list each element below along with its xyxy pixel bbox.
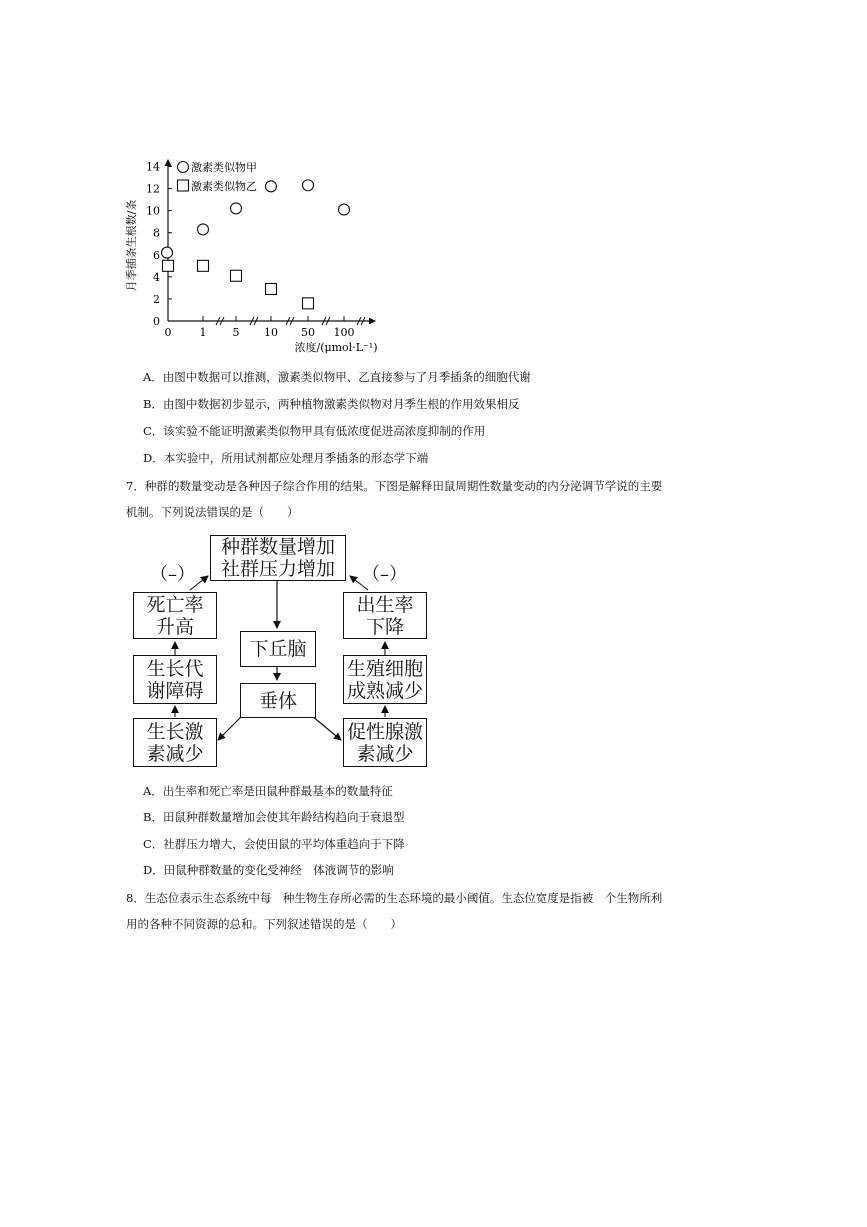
x-tick-label: 1 — [199, 326, 207, 339]
q6-option-b: B．由图中数据初步显示，两种植物激素类似物对月季生根的作用效果相反 — [143, 397, 520, 411]
box-right1-line2: 下降 — [365, 615, 404, 638]
box-right2-line2: 成熟减少 — [346, 679, 423, 702]
y-tick-label: 8 — [153, 226, 160, 240]
x-axis-label: 浓度/(μmol·L⁻¹) — [294, 341, 378, 354]
box-left3-line1: 生长激 — [146, 720, 204, 743]
q6-option-a: A．由图中数据可以推测，激素类似物甲、乙直接参与了月季插条的细胞代谢 — [143, 370, 531, 384]
q6-option-c: C．该实验不能证明激素类似物甲具有低浓度促进高浓度抑制的作用 — [143, 424, 486, 438]
box-germ-cell — [343, 655, 427, 704]
legend-label-series-a: 激素类似物甲 — [191, 161, 257, 174]
box-pituitary — [240, 683, 316, 718]
q6-option-d: D．本实验中，所用试剂都应处理月季插条的形态学下端 — [143, 451, 429, 465]
x-tick-label: 50 — [301, 326, 315, 339]
x-tick-label: 100 — [333, 326, 355, 339]
box-right2-line1: 生殖细胞 — [346, 657, 423, 680]
y-tick-label: 4 — [153, 270, 160, 284]
q7-stem-line1: 7．种群的数量变动是各种因子综合作用的结果。下图是解释田鼠周期性数量变动的内分泌调节学说的主要 — [126, 479, 663, 493]
box-left1-line2: 升高 — [155, 615, 194, 638]
y-tick-label: 2 — [153, 292, 160, 306]
box-left2-line1: 生长代 — [146, 657, 204, 680]
q8-stem-line2: 用的各种不同资源的总和。下列叙述错误的是（ ） — [126, 917, 402, 931]
legend-label-series-b: 激素类似物乙 — [191, 180, 257, 193]
y-tick-label: 0 — [153, 315, 160, 328]
box-birth-rate — [343, 592, 427, 639]
y-tick-label: 10 — [146, 204, 160, 218]
box-center2-text: 垂体 — [258, 689, 297, 712]
q7-option-c: C．社群压力增大，会使田鼠的平均体重趋向于下降 — [143, 837, 405, 851]
box-left1-line1: 死亡率 — [146, 593, 204, 616]
q7-option-a: A．出生率和死亡率是田鼠种群最基本的数量特征 — [143, 784, 393, 798]
box-death-rate — [133, 592, 217, 639]
box-right3-line2: 素减少 — [356, 742, 414, 765]
box-right1-line1: 出生率 — [356, 593, 414, 616]
box-top-line1: 种群数量增加 — [220, 536, 335, 558]
box-right3-line1: 促性腺激 — [346, 720, 423, 743]
box-hypothalamus — [240, 631, 316, 667]
box-population-increase — [210, 535, 346, 581]
y-axis-label: 月季插条生根数/条 — [125, 199, 138, 292]
x-tick-label: 5 — [232, 326, 240, 339]
box-top-line2: 社群压力增加 — [220, 558, 335, 580]
box-metabolic-disorder — [133, 655, 217, 704]
negative-feedback-left: （–） — [150, 564, 195, 585]
y-tick-label: 12 — [146, 182, 160, 196]
box-left3-line2: 素减少 — [146, 742, 204, 765]
q7-option-d: D．田鼠种群数量的变化受神经 体液调节的影响 — [143, 863, 394, 877]
x-tick-label: 0 — [164, 326, 172, 339]
q8-stem-line1: 8．生态位表示生态系统中每 种生物生存所必需的生态环境的最小阈值。生态位宽度是指被 个生物所利 — [126, 891, 663, 905]
q7-option-b: B．田鼠种群数量增加会使其年龄结构趋向于衰退型 — [143, 810, 405, 824]
box-center1-text: 下丘脑 — [249, 638, 307, 660]
y-tick-label: 14 — [146, 160, 160, 174]
box-gonadotropin — [343, 718, 427, 767]
y-tick-label: 6 — [153, 248, 160, 262]
box-growth-hormone — [133, 718, 217, 767]
box-left2-line2: 谢障碍 — [146, 679, 204, 702]
negative-feedback-right: （–） — [362, 564, 407, 585]
x-tick-label: 10 — [264, 326, 278, 339]
q7-stem-line2: 机制。下列说法错误的是（ ） — [126, 505, 299, 519]
